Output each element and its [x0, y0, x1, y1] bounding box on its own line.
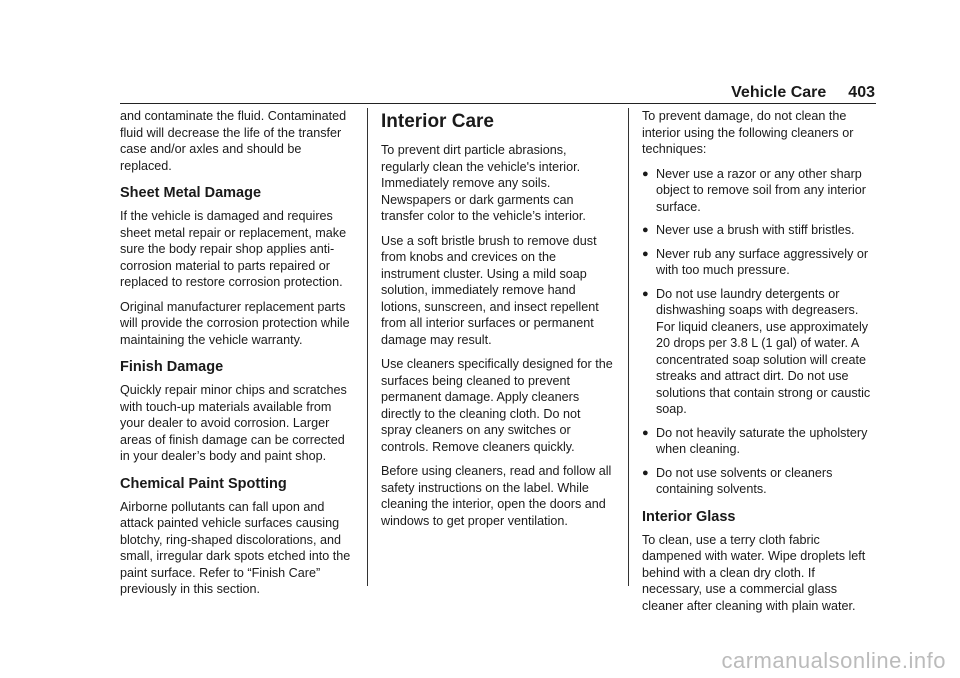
- paragraph-sheet-metal-1: If the vehicle is damaged and requires sheet metal repair or replacement, make sure the body repair shop applies anti-corrosion material to parts repaired or replaced to restore corrosion protection.: [120, 209, 347, 289]
- paragraph-prevent-damage: To prevent damage, do not clean the interior using the following cleaners or techniques:: [642, 109, 854, 156]
- watermark: carmanualsonline.info: [721, 648, 946, 673]
- bullet-icon: ●: [642, 247, 649, 260]
- list-item-text: Do not use solvents or cleaners containing solvents.: [656, 465, 833, 496]
- page-header: [731, 84, 875, 104]
- bullet-icon: ●: [642, 426, 649, 439]
- column-divider-left: [367, 108, 368, 586]
- paragraph-chemical-paint-spotting: Airborne pollutants can fall upon and attack painted vehicle surfaces causing blotchy, ring-shaped discolorations, and small, irregular dark spots etched into the paint surface. Refer to “Finish Care” previously in this section.: [120, 499, 351, 596]
- heading-finish-damage: Finish Damage: [120, 359, 224, 375]
- header-rule: [120, 103, 876, 104]
- paragraph-intro: and contaminate the fluid. Contaminated fluid will decrease the life of the transfer case and/or axles and should be replaced.: [120, 109, 347, 173]
- list-item-text: Do not use laundry detergents or dishwashing soaps with degreasers. For liquid cleaners, use approximately 20 drops per 3.8 L (1 gal) of water. A concentrated soap solution will create streaks and attract dirt. Do not use solutions that contain strong or caustic soap.: [656, 286, 871, 416]
- bullet-icon: ●: [642, 224, 649, 236]
- cleaning-warnings-list: [642, 166, 874, 498]
- paragraph-sheet-metal-2: Original manufacturer replacement parts will provide the corrosion protection while maintaining the vehicle warranty.: [120, 299, 350, 347]
- bullet-icon: ●: [642, 167, 649, 180]
- section-title: Vehicle Care: [731, 84, 827, 101]
- list-item: [642, 465, 874, 498]
- page-number: 403: [848, 84, 875, 101]
- column-left: [120, 108, 352, 606]
- paragraph-interior-3: Use cleaners specifically designed for the surfaces being cleaned to prevent permanent damage. Apply cleaners directly to the cleaning cloth. Do not spray cleaners on any switches or controls. Remove cleaners quickly.: [381, 357, 613, 454]
- list-item-text: Never use a brush with stiff bristles.: [656, 223, 855, 237]
- column-divider-right: [628, 108, 629, 586]
- paragraph-interior-1: To prevent dirt particle abrasions, regularly clean the vehicle's interior. Immediately remove any soils. Newspapers or dark garments can transfer color to the vehicle’s interior.: [381, 143, 586, 223]
- list-item: [642, 286, 874, 418]
- paragraph-interior-glass: To clean, use a terry cloth fabric dampened with water. Wipe droplets left behind with a clean dry cloth. If necessary, use a commercial glass cleaner after cleaning with plain water.: [642, 532, 866, 613]
- list-item-text: Do not heavily saturate the upholstery when cleaning.: [656, 425, 868, 456]
- heading-interior-glass: Interior Glass: [642, 508, 736, 525]
- list-item-text: Never rub any surface aggressively or with too much pressure.: [656, 246, 869, 277]
- list-item: [642, 425, 874, 458]
- heading-chemical-paint-spotting: Chemical Paint Spotting: [120, 475, 287, 492]
- list-item-text: Never use a razor or any other sharp object to remove soil from any interior surface.: [656, 166, 866, 214]
- column-middle: [381, 108, 613, 537]
- heading-interior-care: Interior Care: [381, 111, 494, 132]
- list-item: [642, 246, 874, 279]
- bullet-icon: ●: [642, 466, 649, 479]
- list-item: [642, 222, 874, 239]
- heading-sheet-metal-damage: Sheet Metal Damage: [120, 185, 262, 201]
- paragraph-interior-4: Before using cleaners, read and follow all safety instructions on the label. While cleaning the interior, open the doors and windows to get proper ventilation.: [381, 464, 612, 528]
- list-item: [642, 166, 874, 216]
- paragraph-interior-2: Use a soft bristle brush to remove dust from knobs and crevices on the instrument cluster. Using a mild soap solution, immediately remove hand lotions, sunscreen, and insect repellent from all interior surfaces or permanent damage may result.: [381, 233, 599, 347]
- column-right: [642, 108, 874, 622]
- paragraph-finish-damage: Quickly repair minor chips and scratches with touch-up materials available from your dealer to avoid corrosion. Larger areas of finish damage can be corrected in your dealer’s body and paint shop.: [120, 383, 347, 463]
- bullet-icon: ●: [642, 287, 649, 300]
